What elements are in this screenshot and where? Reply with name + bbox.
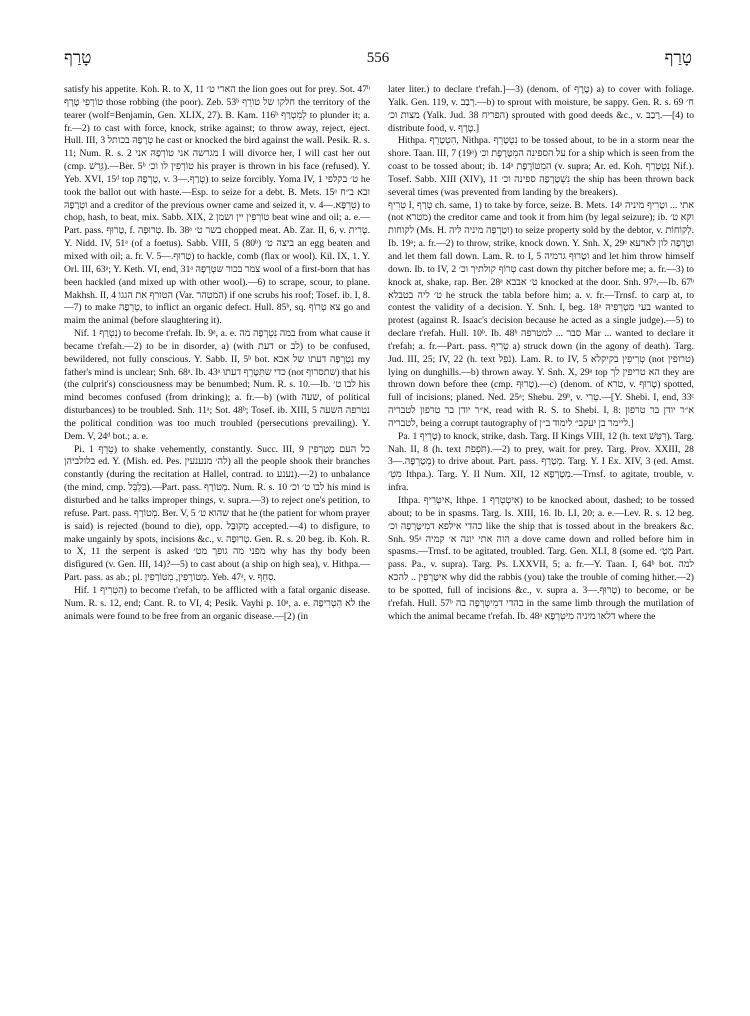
left-running-headword: טָרַף [64, 48, 92, 67]
entry-paragraph: Nif. נִטְרַף 1) to become t'refah. Ib. 9ᵃ, a. e. במה נִטְרְפָה מה from what cause it became t'refah.—2) to be in disorder, a) (with דעת or לב) to be confused, bewildered, not fully conscious. Y. Sabb. II, 5ᵇ bot. נִטְרְפָה דעתו של אבא my father's mind is unclear; Snh. 68ᵃ. Ib. 43ᵃ כדי שתִּטָּרֵף דעתו (not שתסרוף) that his (the culprit's) consciousness may be benumbed; Num. R. s. 10.—Ib. לבו ט׳ his mind becomes confused (from drinking); a. fr.—b) (with שעה, of political disturbances) to be troubled. Snh. 11ᵃ; Sot. 48ᵇ; Tosef. ib. XIII, 5 נטרפה השעה the political condition was too much troubled (persecutions prevailing). Y. Dem. V, 24ᵈ bot.; a. e. [64, 328, 370, 442]
entry-paragraph: later liter.) to declare t'refah.]—3) (denom. of טֶרֶף) a) to cover with foliage. Yalk. Gen. 119, v. רְבַב.—b) to sprout with moisture, be sappy. Gen. R. s. 69 ח׳ מצות וכ׳ (Yalk. Jud. 38 הפריח) sprouted with good deeds &c., v. רָבַב.—[4) to distribute food, v. טֶרֶף.] [388, 84, 694, 134]
page-header [64, 46, 692, 70]
page-number: 556 [366, 49, 390, 66]
entry-paragraph: Hithpa. הִטְטָרֵף, Nithpa. נִטְטָרֵף to be tossed about, to be in a storm near the shore. Taan. III, 7 (19ᵃ) על הספינה המִטָּרֶפֶת וכ׳ for a ship which is seen from the coast to be tossed about; ib. 14ᵃ המִטּוֹרֶפֶת (v. supra; Ar. ed. Koh. נִטְטָרֵף Nif.). Tosef. Sabb. XIII (XIV), 11 נִשְׁטָרְפָה ספינה וכ׳ the ship has been thrown back several times (was prevented from landing by the breakers). [388, 135, 694, 198]
entry-paragraph: Pi. טֵרֵף 1) to shake vehemently, constantly. Succ. III, 9 כל העם מְטָרְפִין בלולביהן ed. Y. (Mish. ed. Pes. לה׳ מנענעין) all the people shook their branches constantly (during the recitation at Hallel, contrad. to נענע).—2) to unbalance (the mind, cmp. בִּלְבֵּל).—Part. pass. מְטוֹרָף. Num. R. s. 10 לבו ט׳ וכ׳ his mind is disturbed and he talks improper things, v. supra.—3) to reject one's petition, to refuse. Part. pass. מְטוֹרָף. Ber. V, 5 שהוא ט׳ that he (the patient for whom prayer is said) is rejected (bound to die), opp. מְקוּבָּל accepted.—4) to disfigure, to make ungainly by spots, incisions &c., v. טְרוּפָה. Gen. R. s. 20 beg. ib. Koh. R. to X, 11 the serpent is asked מפני מה גופך מט׳ why has thy body been disfigured (v. Gen. III, 14)?—5) to cast about (a ship on high sea), v. Hithpa.—Part. pass. as ab.; pl. מְטוֹרָפִין, מְטוֹרָפִין. Yeb. 47ᵃ, v. סִחֵף. [64, 443, 370, 584]
entry-paragraph: Ithpa. אִיטְּרִיף, Ithpe. אִיטְטְרַף 1) to be knocked about, dashed; to be tossed about; to be in spasms. Targ. Is. XIII, 16. Ib. LI, 20; a. e.—Lev. R. s. 12 beg. כהדי אילפא דמִיטָּרְפָה וכ׳ like the ship that is tossed about in the breakers &c. Snh. 95ᵃ הוה אתי יונה א׳ קמיה a dove came down and rolled before him in spasms.—Trnsf. to be agitated, troubled. Targ. Gen. XLI, 8 (some ed. מִטְ׳ Part. pass. Pa., v. supra). Targ. Ps. LXXVII, 5; a. fr.—Y. Taan. I, 64ᵇ bot. למה אִיטָּרְפִין .. להכא why did the rabbis (you) take the trouble of coming hither.—2) to be spotted, full of incisions &c., v. supra a. טָרוּף.—3) to become, or be t'refah. Hull. 57ᵇ בהדי דמִיטְּרְפָה בה in the same limb through the mutilation of which the animal became t'refah. Ib. 48ᵃ דלאו מיניה מִיטְּרְפָא where the [388, 495, 694, 622]
right-column [388, 84, 694, 1004]
right-running-headword: טָרַף [664, 48, 692, 67]
headword-entry: טְרִיף I, טְרַף ch. same, 1) to take by force, seize. B. Mets. 14ᵃ אתי ... וטָרִיף מיניה (not מטרא) the creditor came and took it from him (by legal seizure); ib. וקא ט׳ לקוחות (Ms. H. וטָרְפָה מיניה ליה) to seize property sold by the debtor, v. לְקוֹחוֹת. Ib. 19ᵃ; a. fr.—2) to throw, strike, knock down. Y. Snh. X, 29ᵃ וטָרְפָה לון לארעא and let them fall down. Lam. R. to I, 5 וטָרוּף גרמיה and let him throw himself down. Ib. to IV, 2 טְרוֹף קולתיך וכ׳ cast down thy pitcher before me; a. fr.—3) to knock at, shake, rap. Ber. 28ᵃ ט׳ אבבא knocked at the door. Snh. 97ᵃ.—Ib. 67ᵇ ט׳ ליה בטבלא he struck the tabla before him; a. v. fr.—Trnsf. to carp at, to contest the validity of a decision. Y. Snh. I, beg. 18ᵃ בעי מִטְרְפִיהּ wanted to protest (against R. Isaac's decision because he acted as a single judge).—5) to declare t'refah. Hull. 10ᵇ. Ib. 48ᵇ סבר ... למטרפה Mar ... wanted to declare it t'refah; a. fr.—Part. pass. טְרִיף a) struck down (in the agony of death). Targ. Jud. III, 25; IV, 22 (h. text נֹפֵל). Lam. R. to IV, 5 טְרִיפִין בקיקלא (not טרופין) lying on dunghills.—b) thrown away. Y. Snh. X, 29ᵃ top הא טריפין לך they are thrown down before thee (cmp. טָרוּף).—c) (denom. of טרא, v. טָרוּף) spotted, full of incisions; planed. Ned. 25ᵃ; Shebu. 29ᵇ, v. טְרִי.—[Y. Shebi. I, end, 33ᶜ א״ר יודן בר טרפון לטבריה, read with R. S. to Shebi. I, 8: א״ר יודן בר טרפון לטבריה, being a corrupt tautography of ליימר בן יעקב״ לימוד ב״ן.] [388, 199, 694, 429]
left-column [64, 84, 370, 1004]
entry-paragraph: Hif. הִטְרִיף 1) to become t'refah, to be afflicted with a fatal organic disease. Num. R. s. 12, end; Cant. R. to VI, 4; Pesik. Vayhi p. 10ᵃ, a. e. לא הִטְרִיפָה the animals were found to be free from an organic disease.—[2) (in [64, 584, 370, 622]
entry-paragraph: Pa. טָרֵיף 1) to knock, strike, dash. Targ. II Kings VIII, 12 (h. text רִטֵּשׁ). Targ. Nah. II, 8 (h. text תֹּפְפֹת).—2) to prey, wait for prey. Targ. Prov. XXIII, 28 מְטַרְפָה.—3) to drive about. Part. pass. מְטָרַף. Targ. Y. I Ex. XIV, 3 (ed. Amst. מִטְ׳ Ithpa.). Targ. Y. II Num. XII, 12 מְטָרְפָא.—Trnsf. to agitate, trouble, v. infra. [388, 430, 694, 494]
entry-paragraph: satisfy his appetite. Koh. R. to X, 11 הארי ט׳ the lion goes out for prey. Sot. 47ᵇ טוֹרְפֵי טֶרֶף those robbing (the poor). Zeb. 53ᵇ חלקו של טוֹרֵף the territory of the tearer (wolf=Benjamin, Gen. XLIX, 27). B. Kam. 116ᵇ לְמִטְרַף to plunder it; a. fr.—2) to cast with force, knock, strike against; to throw away, reject, eject. Hull. III, 3 טְרָפָהּ בכותל he cast or knocked the bird against the wall. Pesik. R. s. 11; Num. R. s. 2 מגרשה אני טוֹרְפָהּ אני I will divorce her, I will cast her out (cmp. גֵּרֵשׁ).—Ber. 5ᵇ טוֹרְפִין לו וכ׳ his prayer is thrown in his face (refused). Y. Yeb. XVI, 15ᵈ top טָרְפָה, v. טְרַף.—3) to seize forcibly. Yoma IV, 1 ט׳ בקלפי he took the ballot out with haste.—Esp. to seize for a debt. B. Mets. 15ᵃ ובא ב״ח וטְרָפָהּ and a creditor of the previous owner came and seized it, v. טִרְפָּא.—4) to chop, hash, to beat, mix. Sabb. XIX, 2 טוֹרְפִין יין ושמן beat wine and oil; a. e.—Part. pass. טָרוּף, f. טְרוּפָה. Ib. 38ᵃ בשר ט׳ chopped meat. Ab. Zar. II, 6, v. טְרִית. Y. Nidd. IV, 51ᵃ (of a foetus). Sabb. VIII, 5 (80ᵇ) ביצה ט׳ an egg beaten and mixed with oil; a. fr. V. טָרוּף.—5) to hackle, comb (flax or wool). Kil. IX, 1. Y. Orl. III, 63ᵃ; Y. Keth. VI, end, 31ᵃ צמר בכור שטְרָפָהּ wool of a first-born that has been hackled (and mixed up with other wool).—6) to scrape, scour, to plane. Makhsh. II, 4 הטורף את הגגו (Var. המטהר) if one scrubs his roof; Tosef. ib. I, 8.—7) to make טְרֵפָה, to inflict an organic defect. Hull. 85ᵇ, sq. צא טְרוֹף go and maim the animal (before slaughtering it). [64, 84, 370, 327]
